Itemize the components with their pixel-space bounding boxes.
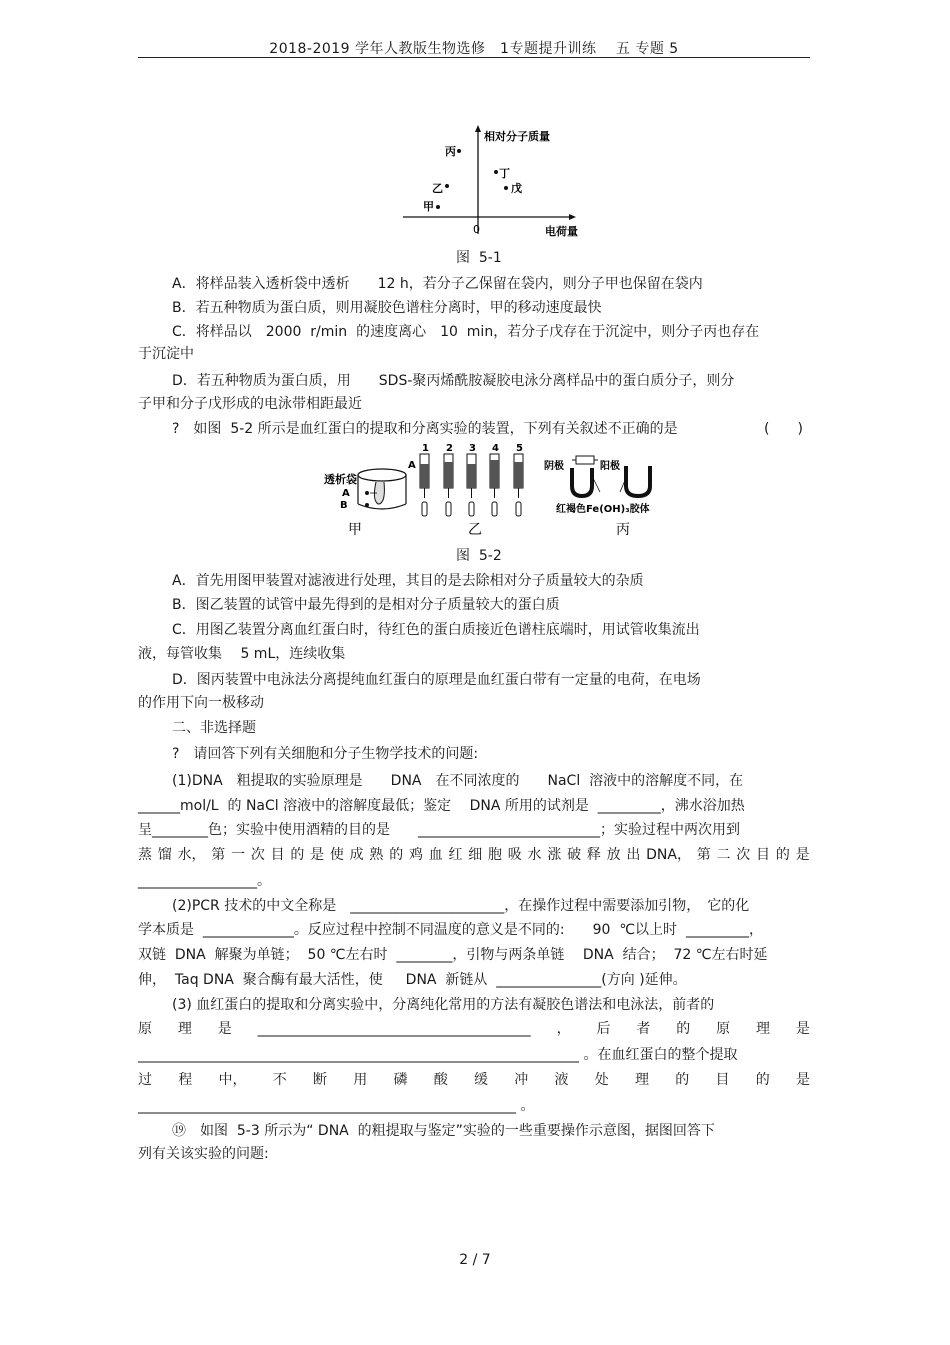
label-a-jia: A xyxy=(342,488,350,499)
page-header: 2018-2019 学年人教版生物选修 1专题提升训练 五 专题 5 xyxy=(269,41,679,57)
x-axis-label: 电荷量 xyxy=(545,225,578,238)
column-1 xyxy=(420,443,429,516)
beaker-rim xyxy=(358,469,406,481)
q3-part2-line4: 伸， Taq DNA 聚合酶有最大活性，使 DNA 新链从 _______________(方向 )延伸。 xyxy=(138,972,687,988)
q3-part3-line1: (3) 血红蛋白的提取和分离实验中，分离纯化常用的方法有凝胶色谱法和电泳法，前者的 xyxy=(172,997,715,1013)
cathode-label: 阴极 xyxy=(544,461,564,472)
q3-part1-line4: 蒸 馏 水， 第 一 次 目 的 是 使 成 熟 的 鸡 血 红 细 胞 吸 水 涨 破 释 放 出 DNA， 第 二 次 目 的 是 xyxy=(138,847,810,863)
q1-option-d-cont: 子甲和分子戊形成的电泳带相距最近 xyxy=(138,396,362,412)
q3-part3-line4: 过 程 中， 不 断 用 磷 酸 缓 冲 液 处 理 的 目 的 是 xyxy=(138,1072,810,1088)
label-a-yi: A xyxy=(408,460,416,471)
x-axis-arrow xyxy=(569,214,576,220)
battery xyxy=(576,456,594,464)
q2-option-b: B．图乙装置的试管中最先得到的是相对分子质量较大的蛋白质 xyxy=(172,597,560,613)
q1-option-b: B．若五种物质为蛋白质，则用凝胶色谱柱分离时，甲的移动速度最快 xyxy=(172,300,602,316)
section-heading: 二、非选择题 xyxy=(172,720,256,736)
q3-part3-line5: ______________________________________________________ 。 xyxy=(138,1098,535,1114)
figure-5-1-caption: 图 5-1 xyxy=(456,250,502,266)
point-wu xyxy=(504,186,508,190)
q2-option-c: C．用图乙装置分离血红蛋白时，待红色的蛋白质接近色谱柱底端时，用试管收集流出 xyxy=(172,622,700,638)
svg-text:3: 3 xyxy=(469,443,476,454)
figure-5-1 xyxy=(395,122,595,240)
header-rule xyxy=(138,57,810,58)
u-tube-2 xyxy=(626,466,650,496)
point-label-wu: 戊 xyxy=(511,182,522,195)
origin-label: 0 xyxy=(473,223,480,236)
apparatus-bing xyxy=(544,456,650,515)
dialysis-bag-label: 透析袋 xyxy=(324,473,357,486)
svg-text:1: 1 xyxy=(422,443,429,454)
column-5 xyxy=(514,443,523,516)
q2-option-c-cont: 液，每管收集 5 mL，连续收集 xyxy=(138,646,346,662)
svg-text:2: 2 xyxy=(446,443,453,454)
y-axis-arrow xyxy=(475,125,481,132)
q4-line1: ⑲ 如图 5-3 所示为“ DNA 的粗提取与鉴定”实验的一些重要操作示意图，据图回答下 xyxy=(172,1123,715,1139)
q4-line2: 列有关该实验的问题: xyxy=(138,1146,269,1162)
q3-part2-line2: 学本质是 _____________。反应过程中控制不同温度的意义是不同的: 90 ℃以上时 _________， xyxy=(138,922,763,938)
svg-text:5: 5 xyxy=(516,443,523,454)
point-bing xyxy=(457,149,461,153)
point-label-bing: 丙 xyxy=(445,145,456,158)
column-2 xyxy=(444,443,453,516)
q3-part3-line3: _______________________________________________________________ 。在血红蛋白的整个提取 xyxy=(138,1047,738,1063)
point-label-jia: 甲 xyxy=(423,200,434,213)
svg-text:4: 4 xyxy=(492,443,499,454)
point-yi xyxy=(445,184,449,188)
sublabel-yi: 乙 xyxy=(468,522,482,538)
q3-part1-line5: _________________。 xyxy=(138,873,271,889)
colloid-label: 红褐色Fe(OH)₃胶体 xyxy=(556,504,650,515)
q3-stem: ? 请回答下列有关细胞和分子生物学技术的问题: xyxy=(172,746,479,762)
q3-part1-line2: ______mol/L 的 NaCl 溶液中的溶解度最低；鉴定 DNA 所用的试剂是 _________，沸水浴加热 xyxy=(138,798,745,814)
q3-part3-line2: 原 理 是 _______________________________________ ， 后 者 的 原 理 是 xyxy=(138,1021,810,1037)
q3-part1-line1: (1)DNA 粗提取的实验原理是 DNA 在不同浓度的 NaCl 溶液中的溶解度不同，在 xyxy=(172,773,744,789)
bag-dot-a xyxy=(365,491,369,495)
sublabel-jia: 甲 xyxy=(348,522,362,538)
page-number: 2 / 7 xyxy=(459,1252,491,1268)
point-ding xyxy=(494,170,498,174)
q1-option-c-cont: 于沉淀中 xyxy=(138,346,194,362)
q2-answer-paren: ( ) xyxy=(764,421,803,437)
bag-dot-b xyxy=(365,503,369,507)
q1-option-a: A．将样品装入透析袋中透析 12 h，若分子乙保留在袋内，则分子甲也保留在袋内 xyxy=(172,276,703,292)
q3-part1-line3: 呈________色；实验中使用酒精的目的是 __________________________；实验过程中两次用到 xyxy=(138,822,740,838)
q3-part2-line3: 双链 DNA 解聚为单链； 50 ℃左右时 ________，引物与两条单链 DNA 结合； 72 ℃左右时延 xyxy=(138,947,768,963)
point-label-ding: 丁 xyxy=(499,167,510,180)
u-tube-1 xyxy=(572,468,592,496)
column-3 xyxy=(467,443,476,516)
q3-part2-line1: (2)PCR 技术的中文全称是 ______________________，在操作过程中需要添加引物， 它的化 xyxy=(172,898,750,914)
point-label-yi: 乙 xyxy=(432,182,443,195)
q2-option-a: A．首先用图甲装置对滤液进行处理，其目的是去除相对分子质量较大的杂质 xyxy=(172,573,644,589)
q2-option-d-cont: 的作用下向一极移动 xyxy=(138,695,264,711)
q1-option-d: D．若五种物质为蛋白质，用 SDS-聚丙烯酰胺凝胶电泳分离样品中的蛋白质分子，则分 xyxy=(172,373,735,389)
label-b-jia: B xyxy=(340,500,348,511)
apparatus-yi xyxy=(408,443,523,516)
figure-5-2 xyxy=(320,442,680,538)
point-jia xyxy=(436,205,440,209)
q1-option-c: C．将样品以 2000 r/min 的速度离心 10 min，若分子戊存在于沉淀中，则分子丙也存在 xyxy=(172,324,760,340)
y-axis-label: 相对分子质量 xyxy=(484,130,550,143)
sublabel-bing: 丙 xyxy=(616,522,630,538)
apparatus-jia xyxy=(324,469,406,511)
anode-label: 阳极 xyxy=(600,461,620,472)
q2-stem: ? 如图 5-2 所示是血红蛋白的提取和分离实验的装置，下列有关叙述不正确的是 xyxy=(172,421,678,437)
column-4 xyxy=(490,443,499,516)
figure-5-2-caption: 图 5-2 xyxy=(456,548,502,564)
q2-option-d: D．图丙装置中电泳法分离提纯血红蛋白的原理是血红蛋白带有一定量的电荷，在电场 xyxy=(172,672,701,688)
